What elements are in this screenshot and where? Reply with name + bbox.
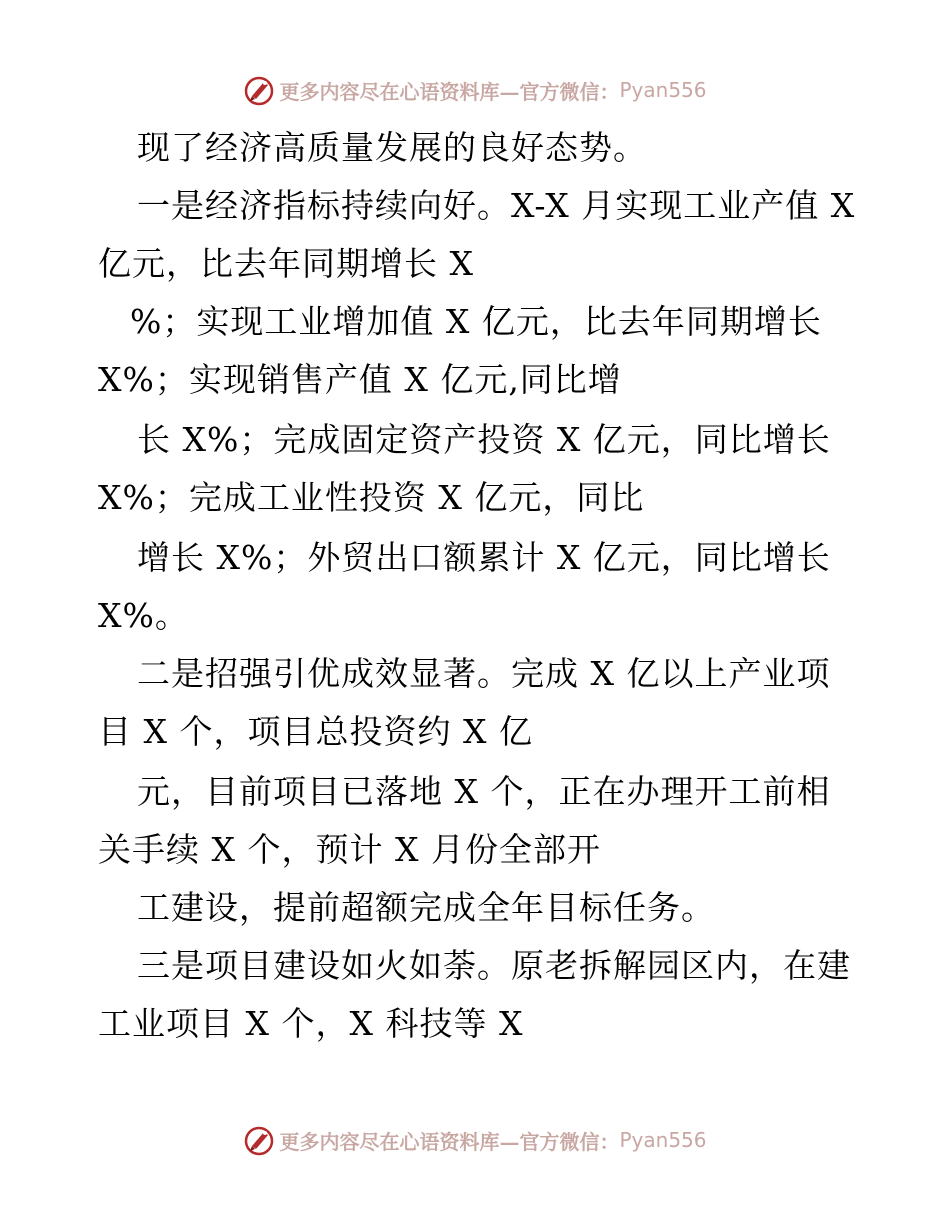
text-line: 长 X%；完成固定资产投资 X 亿元，同比增长 xyxy=(137,420,831,459)
text-line: 亿元，比去年同期增长 X xyxy=(98,244,474,283)
pen-logo-icon xyxy=(243,1124,275,1156)
text-line: X%。 xyxy=(98,596,189,635)
header-wechat-id: Pyan556 xyxy=(619,78,707,102)
text-line: 三是项目建设如火如荼。原老拆解园区内，在建 xyxy=(137,946,851,985)
text-line: 一是经济指标持续向好。X-X 月实现工业产值 X xyxy=(137,186,856,225)
text-line: X%；实现销售产值 X 亿元,同比增 xyxy=(98,360,622,399)
text-line: 关手续 X 个，预计 X 月份全部开 xyxy=(98,830,601,869)
text-line: 二是招强引优成效显著。完成 X 亿以上产业项 xyxy=(137,654,831,693)
header-banner-text: 更多内容尽在心语资料库—官方微信： xyxy=(279,79,620,104)
footer-banner-text: 更多内容尽在心语资料库—官方微信： xyxy=(279,1129,620,1154)
text-line: 工业项目 X 个，X 科技等 X xyxy=(98,1004,524,1043)
text-line: 目 X 个，项目总投资约 X 亿 xyxy=(98,712,533,751)
text-line: 元，目前项目已落地 X 个，正在办理开工前相 xyxy=(137,772,831,811)
text-line: 工建设，提前超额完成全年目标任务。 xyxy=(137,888,715,927)
header-banner xyxy=(0,70,950,110)
text-line: X%；完成工业性投资 X 亿元，同比 xyxy=(98,478,645,517)
footer-banner xyxy=(0,1120,950,1160)
pen-logo-icon xyxy=(243,74,275,106)
footer-wechat-id: Pyan556 xyxy=(619,1128,707,1152)
text-line: 现了经济高质量发展的良好态势。 xyxy=(137,128,647,167)
text-line: %；实现工业增加值 X 亿元，比去年同期增长 xyxy=(130,302,822,341)
text-line: 增长 X%；外贸出口额累计 X 亿元，同比增长 xyxy=(137,538,831,577)
